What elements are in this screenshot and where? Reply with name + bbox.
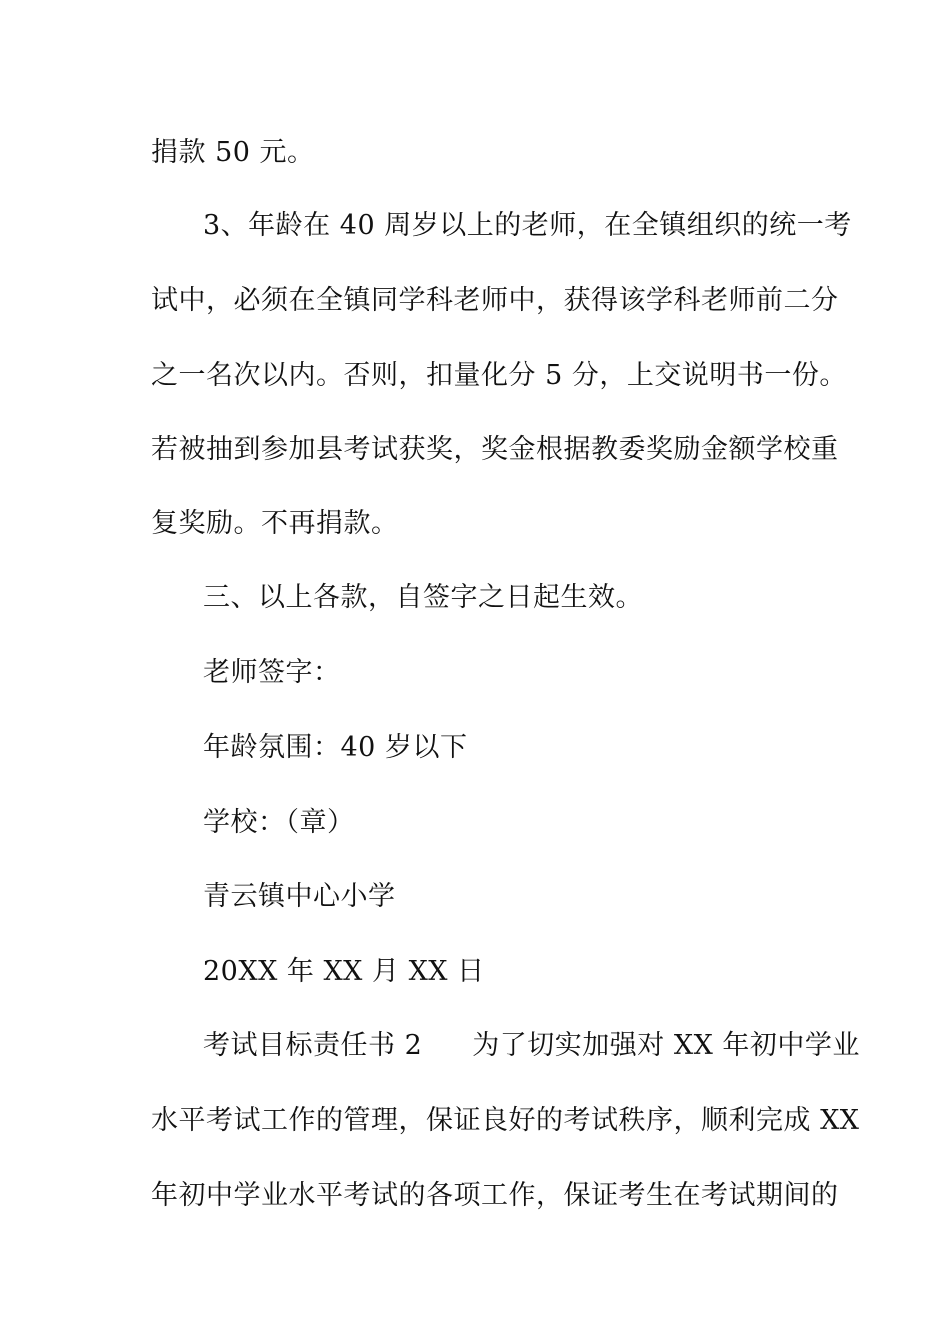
section-heading: 考试目标责任书 2 — [203, 1030, 423, 1061]
text-line: 3、年龄在 40 周岁以上的老师，在全镇组织的统一考 — [203, 210, 852, 241]
text-line: 学校：（章） — [203, 807, 355, 838]
text-line: 20XX 年 XX 月 XX 日 — [203, 956, 485, 987]
text-line: 试中，必须在全镇同学科老师中，获得该学科老师前二分 — [151, 285, 839, 316]
text-line: 复奖励。不再捐款。 — [151, 508, 399, 539]
text-fragment: 为了切实加强对 XX 年初中学业 — [472, 1030, 860, 1061]
text-line — [203, 1029, 863, 1063]
text-line: 捐款 50 元。 — [151, 137, 315, 168]
text-line: 青云镇中心小学 — [203, 881, 396, 912]
text-line: 若被抽到参加县考试获奖，奖金根据教委奖励金额学校重 — [151, 434, 839, 465]
text-line: 三、以上各款，自签字之日起生效。 — [203, 582, 643, 613]
text-line: 老师签字： — [203, 657, 341, 688]
text-line: 水平考试工作的管理，保证良好的考试秩序，顺利完成 XX — [151, 1105, 860, 1136]
text-line: 年龄氛围：40 岁以下 — [203, 732, 468, 763]
text-line: 年初中学业水平考试的各项工作，保证考生在考试期间的 — [151, 1180, 839, 1211]
text-line: 之一名次以内。否则，扣量化分 5 分，上交说明书一份。 — [151, 360, 847, 391]
